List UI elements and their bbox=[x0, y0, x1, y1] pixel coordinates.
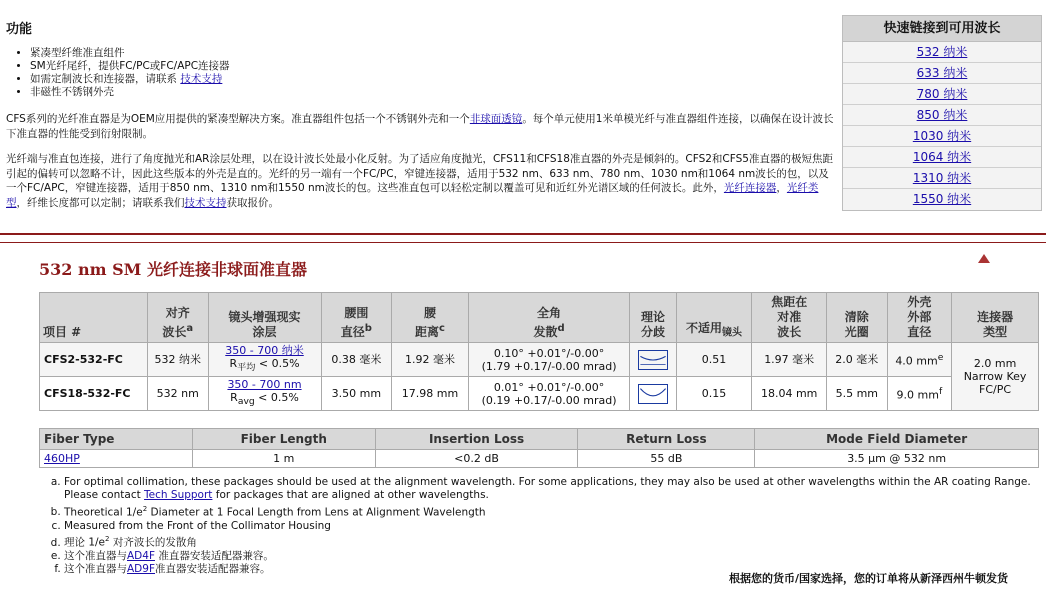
quick-link-row bbox=[843, 147, 1041, 168]
col-ar-coating: 镜头增强现实 涂层 bbox=[208, 293, 321, 343]
paragraph-text: CFS系列的光纤准直器是为OEM应用提供的紧凑型解决方案。准直器组件包括一个不锈钢外壳和一个 bbox=[6, 113, 470, 125]
tech-support-link[interactable]: 技术支持 bbox=[180, 73, 223, 85]
col-fiber-length: Fiber Length bbox=[192, 429, 375, 450]
col-waist-distance: 腰 距离$^c$ bbox=[392, 293, 469, 343]
features-list bbox=[30, 47, 230, 99]
details-paragraph bbox=[6, 152, 836, 210]
col-housing-diameter: 外壳 外部 直径 bbox=[887, 293, 952, 343]
waist-diameter-cell: 3.50 mm bbox=[321, 377, 392, 411]
wavelength-cell: 532 纳米 bbox=[147, 343, 208, 377]
divergence-plot-cell bbox=[630, 377, 676, 411]
table-row bbox=[40, 377, 1039, 411]
paragraph-text: 获取报价。 bbox=[226, 196, 279, 209]
divergence-cell: 0.01° +0.01°/-0.00° (0.19 +0.17/-0.00 mrad) bbox=[468, 377, 629, 411]
quick-link-row bbox=[843, 168, 1041, 189]
quick-link-1310[interactable]: 1310 纳米 bbox=[912, 171, 972, 185]
divergence-plot-icon[interactable] bbox=[638, 384, 668, 404]
feature-text: SM光纤尾纤，提供FC/PC或FC/APC连接器 bbox=[30, 60, 230, 72]
col-focal-length: 焦距在 对准 波长 bbox=[752, 293, 827, 343]
housing-diameter-cell: 4.0 $mm^e$ bbox=[887, 343, 952, 377]
fiber-connectors-link[interactable]: 光纤连接器 bbox=[723, 182, 777, 194]
divergence-plot-cell bbox=[630, 343, 676, 377]
ad4f-link[interactable]: AD4F bbox=[127, 550, 155, 563]
footnote: a. For optimal collimation, these packages should be used at the alignment wavelength. For some applications, they may also be used at other wavelengths within the AR coating Range. Please contact Tech Support for packages that are aligned at other wavelengths. bbox=[64, 476, 1038, 503]
footnote: f. 这个准直器与AD9F准直器安装适配器兼容。 bbox=[64, 563, 1038, 576]
section-title: 532 nm SM 光纤连接非球面准直器 bbox=[39, 260, 307, 279]
divergence-cell: 0.10° +0.01°/-0.00° (1.79 +0.17/-0.00 mrad) bbox=[468, 343, 629, 377]
quick-link-532[interactable]: 532 纳米 bbox=[916, 45, 968, 59]
col-theory-divergence: 理论 分歧 bbox=[630, 293, 676, 343]
feature-text: 非磁性不锈钢外壳 bbox=[30, 86, 114, 98]
quick-link-1064[interactable]: 1064 纳米 bbox=[912, 150, 972, 164]
quick-link-1030[interactable]: 1030 纳米 bbox=[912, 129, 972, 143]
col-clear-aperture: 清除 光圈 bbox=[827, 293, 888, 343]
na-cell: 0.15 bbox=[676, 377, 752, 411]
quick-link-row bbox=[843, 105, 1041, 126]
insertion-loss-cell: <0.2 dB bbox=[375, 450, 578, 468]
focal-length-cell: 1.97 毫米 bbox=[752, 343, 827, 377]
mfd-cell: 3.5 µm @ 532 nm bbox=[755, 450, 1039, 468]
footnote: c. Measured from the Front of the Collimator Housing bbox=[64, 520, 1038, 533]
clear-aperture-cell: 2.0 毫米 bbox=[827, 343, 888, 377]
quick-link-row bbox=[843, 189, 1041, 210]
quick-link-780[interactable]: 780 纳米 bbox=[916, 87, 968, 101]
clear-aperture-cell: 5.5 mm bbox=[827, 377, 888, 411]
features-heading: 功能 bbox=[6, 22, 33, 37]
divergence-plot-icon[interactable] bbox=[638, 350, 668, 370]
wavelength-cell: 532 nm bbox=[147, 377, 208, 411]
quick-link-row bbox=[843, 84, 1041, 105]
paragraph-text: ，纤维长度都可以定制；请联系我们 bbox=[16, 196, 185, 209]
footnote: b. Theoretical $1/e^2$ Diameter at 1 Focal Length from Lens at Alignment Wavelength bbox=[64, 503, 1038, 520]
col-na: 不适用$_{镜头}$ bbox=[676, 293, 752, 343]
col-divergence: 全角 发散$^d$ bbox=[468, 293, 629, 343]
ar-coating-cell: 350 - 700 纳米 $R_{平均} < 0.5\%$ bbox=[208, 343, 321, 377]
fiber-header-row bbox=[40, 429, 1039, 450]
col-wavelength: 对齐 波长$^a$ bbox=[147, 293, 208, 343]
tech-support-link[interactable]: 技术支持 bbox=[184, 196, 227, 209]
table-row bbox=[40, 343, 1039, 377]
intro-paragraph bbox=[6, 112, 836, 141]
feature-text: 如需定制波长和连接器，请联系 bbox=[30, 73, 181, 85]
quick-link-row bbox=[843, 126, 1041, 147]
col-waist-diameter: 腰围 直径$^b$ bbox=[321, 293, 392, 343]
fiber-table bbox=[39, 428, 1039, 468]
waist-diameter-cell: 0.38 毫米 bbox=[321, 343, 392, 377]
housing-diameter-cell: 9.0 $mm^f$ bbox=[887, 377, 952, 411]
fiber-type-cell bbox=[40, 450, 193, 468]
tech-support-link[interactable]: Tech Support bbox=[144, 489, 213, 502]
col-fiber-type: Fiber Type bbox=[40, 429, 193, 450]
fiber-types-link[interactable]: 光纤类型 bbox=[6, 182, 819, 209]
paragraph-text: 。每个单元使用1米单模光纤与准直器组件连接，以确保在设计波长下准直器的性能受到衍射限制。 bbox=[6, 113, 834, 140]
spec-header-row bbox=[40, 293, 1039, 343]
shipping-note: 根据您的货币/国家选择，您的订单将从新泽西州牛顿发货 bbox=[729, 572, 1009, 585]
paragraph-text: 光纤端与准直包连接，进行了角度抛光和AR涂层处理，以在设计波长处最小化反射。为了适应角度抛光，CFS11和CFS18准直器的外壳是倾斜的。CFS2和CFS5准直器的极短焦距引起的偏转可以忽略不计，因此这些版本的外壳是直的。光纤的另一端有一个FC/PC，窄键连接器，适用于532 nm、633 nm、780 nm、1030 nm和1064 nm波长的包，以及一个FC/APC，窄键连接器，适用于850 nm、1310 nm和1550 nm波长的包。这些准直包可以轻松定制以覆盖可见和近红外光谱区域的任何波长。此外， bbox=[6, 153, 833, 194]
back-to-top-icon[interactable] bbox=[978, 254, 990, 263]
footnote: d. 理论 $1/e^2$ 对齐波长的发散角 bbox=[64, 533, 1038, 550]
quick-links-title: 快速链接到可用波长 bbox=[843, 16, 1041, 42]
col-item: 项目 # bbox=[40, 293, 148, 343]
feature-text: 紧凑型纤维准直组件 bbox=[30, 47, 125, 59]
ad9f-link[interactable]: AD9F bbox=[127, 563, 155, 576]
quick-link-row bbox=[843, 63, 1041, 84]
fiber-length-cell: 1 m bbox=[192, 450, 375, 468]
col-connector: 连接器 类型 bbox=[952, 293, 1039, 343]
col-mode-field-diameter: Mode Field Diameter bbox=[755, 429, 1039, 450]
connector-cell: 2.0 mm Narrow Key FC/PC bbox=[952, 343, 1039, 411]
quick-link-1550[interactable]: 1550 纳米 bbox=[912, 192, 972, 206]
aspheric-lens-link[interactable]: 非球面透镜 bbox=[469, 113, 523, 125]
focal-length-cell: 18.04 mm bbox=[752, 377, 827, 411]
fiber-type-link[interactable]: 460HP bbox=[44, 452, 80, 465]
ar-coating-cell: 350 - 700 nm $R_{avg} < 0.5\%$ bbox=[208, 377, 321, 411]
part-number: CFS2-532-FC bbox=[40, 343, 148, 377]
feature-item bbox=[30, 86, 230, 99]
quick-links-panel bbox=[842, 15, 1042, 211]
table-row bbox=[40, 450, 1039, 468]
feature-item bbox=[30, 60, 230, 73]
spec-table bbox=[39, 292, 1039, 411]
col-insertion-loss: Insertion Loss bbox=[375, 429, 578, 450]
feature-item bbox=[30, 73, 230, 86]
ar-coating-link[interactable]: 350 - 700 纳米 bbox=[225, 344, 304, 358]
quick-link-633[interactable]: 633 纳米 bbox=[916, 66, 968, 80]
section-divider bbox=[0, 242, 1046, 243]
part-number: CFS18-532-FC bbox=[40, 377, 148, 411]
waist-distance-cell: 17.98 mm bbox=[392, 377, 469, 411]
footnote: e. 这个准直器与AD4F 准直器安装适配器兼容。 bbox=[64, 550, 1038, 563]
na-cell: 0.51 bbox=[676, 343, 752, 377]
paragraph-text: ， bbox=[776, 182, 787, 194]
col-return-loss: Return Loss bbox=[578, 429, 755, 450]
ar-coating-link[interactable]: 350 - 700 nm bbox=[227, 378, 302, 392]
footnotes bbox=[48, 476, 1038, 577]
feature-item bbox=[30, 47, 230, 60]
waist-distance-cell: 1.92 毫米 bbox=[392, 343, 469, 377]
return-loss-cell: 55 dB bbox=[578, 450, 755, 468]
quick-link-850[interactable]: 850 纳米 bbox=[916, 108, 968, 122]
section-divider bbox=[0, 233, 1046, 235]
quick-link-row bbox=[843, 42, 1041, 63]
